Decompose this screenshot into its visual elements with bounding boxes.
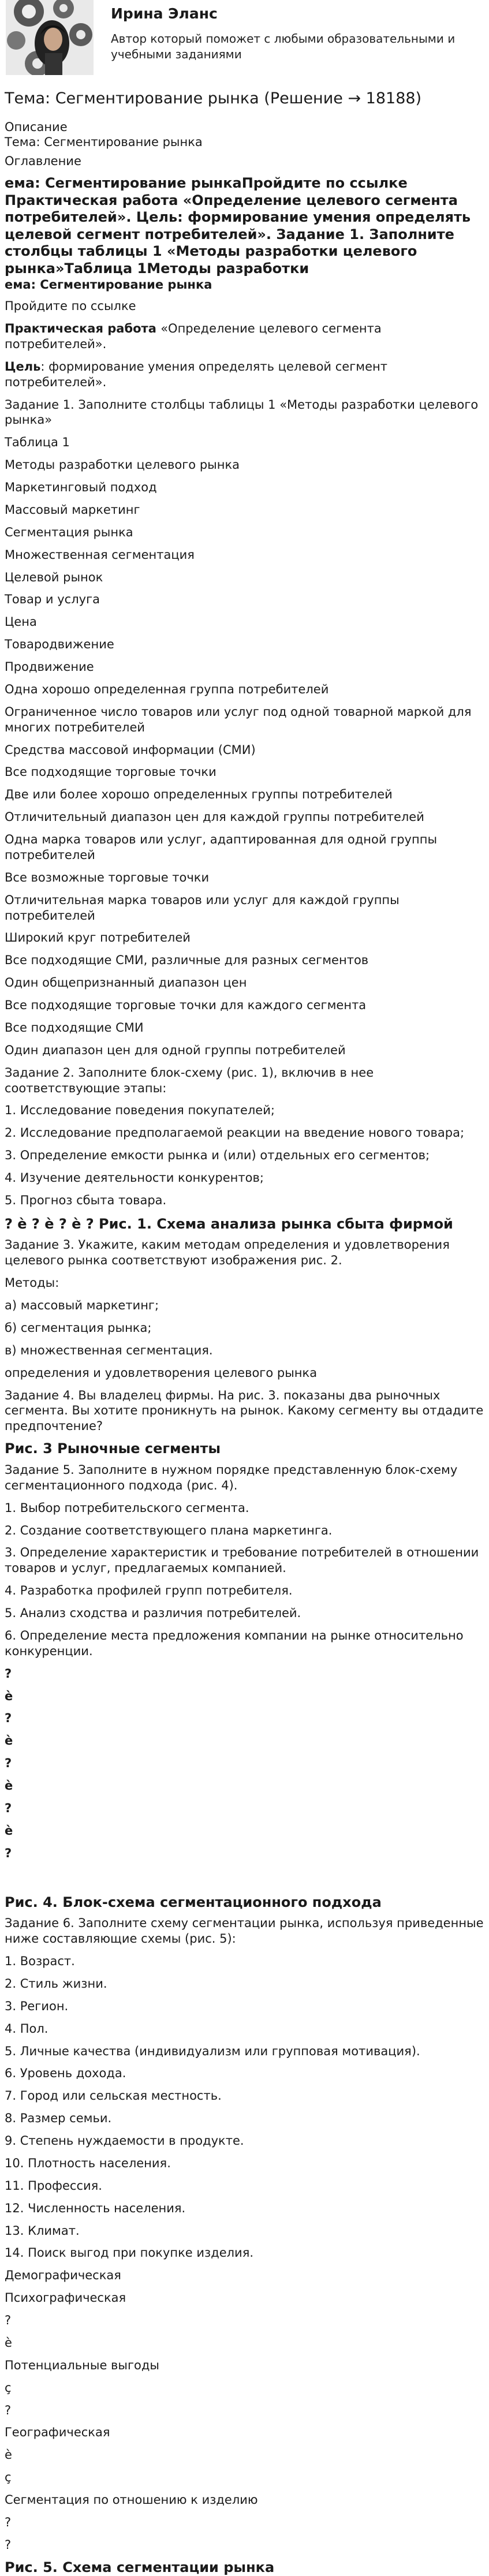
document-line: 2. Стиль жизни. [5, 1976, 107, 1991]
document-line: è [5, 2335, 12, 2350]
document-line: ? [5, 1801, 12, 1815]
document-line: 5. Анализ сходства и различия потребителей. [5, 1606, 301, 1621]
document-line: 1. Возраст. [5, 1954, 75, 1969]
author-info [111, 0, 483, 62]
document-line: 3. Регион. [5, 1999, 69, 2013]
document-line: Задание 5. Заполните в нужном порядке представленную блок-схему сегментационного подхода (рис. 4). [5, 1462, 458, 1492]
document-line: ? [5, 1666, 12, 1681]
document-line: Все подходящие торговые точки для каждого сегмента [5, 998, 367, 1013]
document-line: Сегментация рынка [5, 525, 133, 539]
document-line: ? [5, 1711, 12, 1726]
document-line: Демографическая [5, 2268, 121, 2283]
document-line: 10. Плотность населения. [5, 2156, 171, 2170]
figure-caption: Рис. 4. Блок-схема сегментационного подхода [5, 1894, 382, 1910]
document-line: Методы разработки целевого рынка [5, 458, 240, 472]
document-content [0, 75, 489, 2576]
document-line: Описание [5, 120, 68, 134]
document-line: 4. Пол. [5, 2021, 48, 2036]
document-line: Все подходящие СМИ, различные для разных сегментов [5, 953, 369, 968]
document-line: è [5, 1734, 13, 1748]
document-line [5, 321, 484, 352]
document-line: è [5, 2448, 12, 2462]
author-header [0, 0, 489, 75]
document-line: б) сегментация рынка; [5, 1320, 152, 1335]
document-line [5, 359, 484, 390]
document-line: Один общепризнанный диапазон цен [5, 976, 247, 990]
document-line: Продвижение [5, 660, 94, 674]
document-line: 9. Степень нуждаемости в продукте. [5, 2134, 244, 2148]
document-line: в) множественная сегментация. [5, 1343, 213, 1357]
avatar-image [6, 0, 94, 75]
document-line: 14. Поиск выгод при покупке изделия. [5, 2246, 254, 2260]
document-line: 1. Выбор потребительского сегмента. [5, 1500, 249, 1515]
avatar[interactable] [6, 0, 94, 75]
document-line: ? [5, 2403, 12, 2417]
document-line: 6. Уровень дохода. [5, 2066, 126, 2081]
document-line: ема: Сегментирование рынка [5, 278, 212, 292]
document-line: Задание 6. Заполните схему сегментации рынка, используя приведенные ниже составляющие схемы (рис. 5): [5, 1916, 484, 1946]
document-line: ема: Сегментирование рынкаПройдите по ссылке Практическая работа «Определение целевого сегмента потребителей». Цель: формирование умения определять целевой сегмент потребителей». Задание 1. Заполните столбцы таблицы 1 «Методы разработки целевого рынка»Таблица 1Методы разработки [5, 175, 471, 277]
line-text: «Определение целевого сегмента потребителей». [5, 322, 382, 351]
document-line: 12. Численность населения. [5, 2201, 186, 2215]
document-line: Товародвижение [5, 637, 114, 652]
document-line: 2. Создание соответствующего плана маркетинга. [5, 1523, 333, 1537]
document-line: Массовый маркетинг [5, 502, 140, 517]
document-line: 4. Изучение деятельности конкурентов; [5, 1171, 264, 1185]
document-line: определения и удовлетворения целевого рынка [5, 1365, 318, 1380]
page-title: Тема: Сегментирование рынка (Решение → 18188) [5, 89, 422, 107]
document-line: Методы: [5, 1276, 59, 1290]
document-line: Географическая [5, 2425, 110, 2440]
document-line: Сегментация по отношению к изделию [5, 2493, 258, 2507]
line-text: : формирование умения определять целевой сегмент потребителей». [5, 359, 387, 389]
author-name[interactable]: Ирина Эланс [111, 5, 218, 22]
document-line: è [5, 1823, 13, 1838]
author-description: Автор который поможет с любыми образовательными и учебными заданиями [111, 32, 456, 61]
document-line: Отличительный диапазон цен для каждой группы потребителей [5, 810, 424, 824]
document-line: Средства массовой информации (СМИ) [5, 742, 256, 757]
document-line: Потенциальные выгоды [5, 2358, 159, 2372]
document-line: 3. Определение емкости рынка и (или) отдельных его сегментов; [5, 1148, 430, 1163]
document-line: Задание 4. Вы владелец фирмы. На рис. 3. показаны два рыночных сегмента. Вы хотите проникнуть на рынок. Какому сегменту вы отдадите предпочтение? [5, 1388, 484, 1433]
document-line: 4. Разработка профилей групп потребителя. [5, 1584, 293, 1598]
document-line: Одна хорошо определенная группа потребителей [5, 682, 329, 696]
document-line: Множественная сегментация [5, 547, 195, 562]
document-line: Цена [5, 615, 37, 629]
document-line: 1. Исследование поведения покупателей; [5, 1103, 275, 1118]
document-line: Маркетинговый подход [5, 480, 157, 495]
document-line: Тема: Сегментирование рынка [5, 135, 203, 150]
document-line: 7. Город или сельская местность. [5, 2089, 222, 2103]
document-line: 3. Определение характеристик и требование потребителей в отношении товаров и услуг, предлагаемых компанией. [5, 1545, 479, 1576]
figure-caption: Рис. 5. Схема сегментации рынка [5, 2559, 275, 2575]
document-line: ç [5, 2380, 12, 2395]
document-line: Ограниченное число товаров или услуг под одной товарной маркой для многих потребителей [5, 704, 472, 734]
document-line: ç [5, 2470, 12, 2485]
document-line: Целевой рынок [5, 570, 103, 584]
document-line: ? [5, 2515, 12, 2529]
document-body [5, 120, 484, 2576]
document-line: 5. Личные качества (индивидуализм или групповая мотивация). [5, 2044, 420, 2058]
document-line: ? [5, 2537, 12, 2552]
line-label: Практическая работа [5, 322, 161, 336]
document-line: 6. Определение места предложения компании на рынке относительно конкуренции. [5, 1628, 464, 1658]
document-line: è [5, 1779, 13, 1793]
document-line: Оглавление [5, 154, 81, 169]
document-line: Таблица 1 [5, 435, 70, 450]
document-line: а) массовый маркетинг; [5, 1298, 159, 1313]
document-line: Задание 3. Укажите, каким методам определения и удовлетворения целевого рынка соответствуют изображения рис. 2. [5, 1238, 450, 1268]
document-line: Товар и услуга [5, 592, 100, 607]
document-line: 11. Профессия. [5, 2178, 102, 2193]
figure-caption: ? è ? è ? è ? Рис. 1. Схема анализа рынка сбыта фирмой [5, 1215, 453, 1232]
document-line: 13. Климат. [5, 2223, 80, 2238]
line-label: Цель [5, 359, 41, 374]
document-line: ? [5, 2313, 12, 2328]
document-line: 2. Исследование предполагаемой реакции на введение нового товара; [5, 1126, 465, 1140]
document-line: Один диапазон цен для одной группы потребителей [5, 1043, 346, 1057]
document-line: 8. Размер семьи. [5, 2111, 112, 2126]
document-line: Одна марка товаров или услуг, адаптированная для одной группы потребителей [5, 832, 438, 862]
figure-caption: Рис. 3 Рыночные сегменты [5, 1440, 221, 1457]
document-line: Задание 1. Заполните столбцы таблицы 1 «Методы разработки целевого рынка» [5, 397, 479, 427]
document-line: Все подходящие торговые точки [5, 765, 216, 779]
document-line: Широкий круг потребителей [5, 931, 191, 945]
document-line: Все подходящие СМИ [5, 1020, 144, 1035]
document-line: Пройдите по ссылке [5, 299, 136, 313]
document-line: Все возможные торговые точки [5, 870, 210, 884]
document-line: Психографическая [5, 2291, 126, 2305]
document-line: ? [5, 1846, 12, 1860]
document-line: Задание 2. Заполните блок-схему (рис. 1), включив в нее соответствующие этапы: [5, 1065, 374, 1095]
document-line: 5. Прогноз сбыта товара. [5, 1193, 167, 1207]
document-line: Две или более хорошо определенных группы потребителей [5, 787, 393, 802]
document-line: Отличительная марка товаров или услуг для каждой группы потребителей [5, 893, 400, 923]
document-line: è [5, 1689, 13, 1703]
document-line: ? [5, 1756, 12, 1771]
